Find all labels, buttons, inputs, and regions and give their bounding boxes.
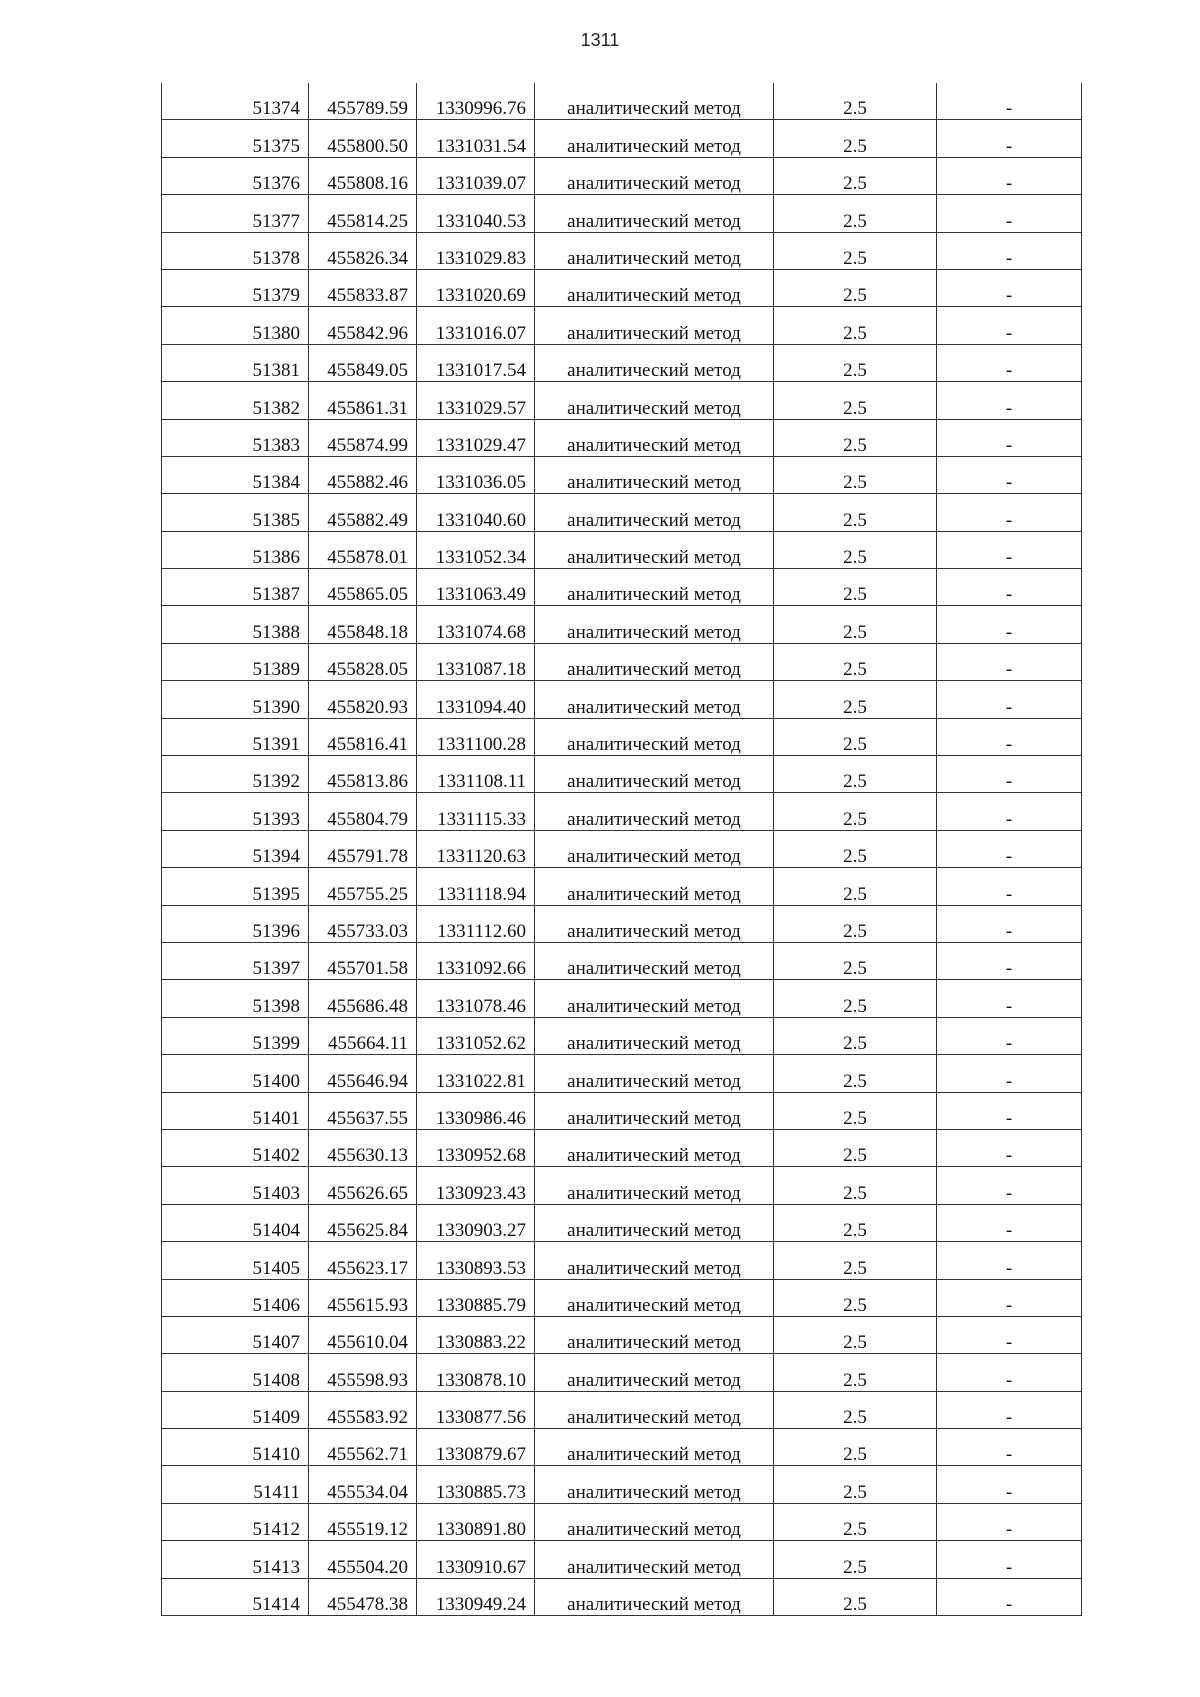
accuracy-cell: 2.5 bbox=[774, 942, 937, 979]
x-coordinate-cell: 455623.17 bbox=[309, 1242, 417, 1279]
x-coordinate-cell: 455637.55 bbox=[309, 1092, 417, 1129]
table-row bbox=[162, 344, 1082, 381]
note-cell: - bbox=[937, 1391, 1082, 1428]
accuracy-cell: 2.5 bbox=[774, 1503, 937, 1540]
point-number-cell: 51397 bbox=[162, 942, 309, 979]
y-coordinate-cell: 1330885.79 bbox=[417, 1279, 535, 1316]
table-row bbox=[162, 1017, 1082, 1054]
point-number-cell: 51395 bbox=[162, 868, 309, 905]
method-cell: аналитический метод bbox=[535, 643, 774, 680]
table-row bbox=[162, 1466, 1082, 1503]
point-number-cell: 51389 bbox=[162, 643, 309, 680]
note-cell: - bbox=[937, 1503, 1082, 1540]
table-row bbox=[162, 307, 1082, 344]
accuracy-cell: 2.5 bbox=[774, 606, 937, 643]
point-number-cell: 51381 bbox=[162, 344, 309, 381]
point-number-cell: 51379 bbox=[162, 269, 309, 306]
note-cell: - bbox=[937, 1204, 1082, 1241]
accuracy-cell: 2.5 bbox=[774, 269, 937, 306]
method-cell: аналитический метод bbox=[535, 195, 774, 232]
point-number-cell: 51374 bbox=[162, 83, 309, 120]
x-coordinate-cell: 455814.25 bbox=[309, 195, 417, 232]
method-cell: аналитический метод bbox=[535, 120, 774, 157]
accuracy-cell: 2.5 bbox=[774, 1167, 937, 1204]
y-coordinate-cell: 1331052.34 bbox=[417, 531, 535, 568]
table-row bbox=[162, 1503, 1082, 1540]
method-cell: аналитический метод bbox=[535, 1391, 774, 1428]
x-coordinate-cell: 455804.79 bbox=[309, 793, 417, 830]
point-number-cell: 51376 bbox=[162, 157, 309, 194]
table-row bbox=[162, 1279, 1082, 1316]
table-row bbox=[162, 1316, 1082, 1353]
accuracy-cell: 2.5 bbox=[774, 1466, 937, 1503]
table-row bbox=[162, 456, 1082, 493]
note-cell: - bbox=[937, 1167, 1082, 1204]
point-number-cell: 51387 bbox=[162, 569, 309, 606]
y-coordinate-cell: 1331052.62 bbox=[417, 1017, 535, 1054]
method-cell: аналитический метод bbox=[535, 793, 774, 830]
x-coordinate-cell: 455861.31 bbox=[309, 382, 417, 419]
note-cell: - bbox=[937, 1242, 1082, 1279]
table-row bbox=[162, 232, 1082, 269]
table-row bbox=[162, 1242, 1082, 1279]
point-number-cell: 51399 bbox=[162, 1017, 309, 1054]
method-cell: аналитический метод bbox=[535, 1242, 774, 1279]
table-row bbox=[162, 569, 1082, 606]
point-number-cell: 51411 bbox=[162, 1466, 309, 1503]
y-coordinate-cell: 1331029.47 bbox=[417, 419, 535, 456]
table-row bbox=[162, 793, 1082, 830]
y-coordinate-cell: 1331029.83 bbox=[417, 232, 535, 269]
note-cell: - bbox=[937, 120, 1082, 157]
table-row bbox=[162, 494, 1082, 531]
table-row bbox=[162, 1429, 1082, 1466]
method-cell: аналитический метод bbox=[535, 1167, 774, 1204]
method-cell: аналитический метод bbox=[535, 718, 774, 755]
y-coordinate-cell: 1331108.11 bbox=[417, 756, 535, 793]
note-cell: - bbox=[937, 643, 1082, 680]
method-cell: аналитический метод bbox=[535, 681, 774, 718]
y-coordinate-cell: 1331022.81 bbox=[417, 1055, 535, 1092]
accuracy-cell: 2.5 bbox=[774, 1092, 937, 1129]
table-row bbox=[162, 531, 1082, 568]
point-number-cell: 51396 bbox=[162, 905, 309, 942]
y-coordinate-cell: 1330891.80 bbox=[417, 1503, 535, 1540]
accuracy-cell: 2.5 bbox=[774, 419, 937, 456]
note-cell: - bbox=[937, 531, 1082, 568]
table-row bbox=[162, 1167, 1082, 1204]
y-coordinate-cell: 1331100.28 bbox=[417, 718, 535, 755]
table-row bbox=[162, 195, 1082, 232]
y-coordinate-cell: 1330885.73 bbox=[417, 1466, 535, 1503]
y-coordinate-cell: 1331112.60 bbox=[417, 905, 535, 942]
x-coordinate-cell: 455789.59 bbox=[309, 83, 417, 120]
x-coordinate-cell: 455478.38 bbox=[309, 1578, 417, 1615]
point-number-cell: 51407 bbox=[162, 1316, 309, 1353]
table-row bbox=[162, 905, 1082, 942]
table-row bbox=[162, 269, 1082, 306]
x-coordinate-cell: 455701.58 bbox=[309, 942, 417, 979]
x-coordinate-cell: 455882.46 bbox=[309, 456, 417, 493]
method-cell: аналитический метод bbox=[535, 1503, 774, 1540]
method-cell: аналитический метод bbox=[535, 756, 774, 793]
point-number-cell: 51413 bbox=[162, 1541, 309, 1578]
point-number-cell: 51385 bbox=[162, 494, 309, 531]
y-coordinate-cell: 1331040.53 bbox=[417, 195, 535, 232]
accuracy-cell: 2.5 bbox=[774, 681, 937, 718]
point-number-cell: 51383 bbox=[162, 419, 309, 456]
note-cell: - bbox=[937, 83, 1082, 120]
x-coordinate-cell: 455630.13 bbox=[309, 1129, 417, 1166]
note-cell: - bbox=[937, 419, 1082, 456]
x-coordinate-cell: 455878.01 bbox=[309, 531, 417, 568]
accuracy-cell: 2.5 bbox=[774, 1055, 937, 1092]
point-number-cell: 51408 bbox=[162, 1354, 309, 1391]
point-number-cell: 51390 bbox=[162, 681, 309, 718]
note-cell: - bbox=[937, 868, 1082, 905]
accuracy-cell: 2.5 bbox=[774, 83, 937, 120]
y-coordinate-cell: 1331029.57 bbox=[417, 382, 535, 419]
method-cell: аналитический метод bbox=[535, 456, 774, 493]
table-row bbox=[162, 382, 1082, 419]
note-cell: - bbox=[937, 1429, 1082, 1466]
table-row bbox=[162, 756, 1082, 793]
accuracy-cell: 2.5 bbox=[774, 1017, 937, 1054]
table-row bbox=[162, 681, 1082, 718]
method-cell: аналитический метод bbox=[535, 1279, 774, 1316]
accuracy-cell: 2.5 bbox=[774, 1354, 937, 1391]
x-coordinate-cell: 455615.93 bbox=[309, 1279, 417, 1316]
note-cell: - bbox=[937, 456, 1082, 493]
accuracy-cell: 2.5 bbox=[774, 1391, 937, 1428]
accuracy-cell: 2.5 bbox=[774, 307, 937, 344]
method-cell: аналитический метод bbox=[535, 1466, 774, 1503]
accuracy-cell: 2.5 bbox=[774, 494, 937, 531]
table-row bbox=[162, 868, 1082, 905]
table-row bbox=[162, 1541, 1082, 1578]
method-cell: аналитический метод bbox=[535, 382, 774, 419]
method-cell: аналитический метод bbox=[535, 980, 774, 1017]
table-row bbox=[162, 157, 1082, 194]
accuracy-cell: 2.5 bbox=[774, 643, 937, 680]
x-coordinate-cell: 455882.49 bbox=[309, 494, 417, 531]
y-coordinate-cell: 1330986.46 bbox=[417, 1092, 535, 1129]
accuracy-cell: 2.5 bbox=[774, 232, 937, 269]
point-number-cell: 51414 bbox=[162, 1578, 309, 1615]
accuracy-cell: 2.5 bbox=[774, 905, 937, 942]
x-coordinate-cell: 455828.05 bbox=[309, 643, 417, 680]
point-number-cell: 51386 bbox=[162, 531, 309, 568]
point-number-cell: 51400 bbox=[162, 1055, 309, 1092]
method-cell: аналитический метод bbox=[535, 1129, 774, 1166]
note-cell: - bbox=[937, 942, 1082, 979]
accuracy-cell: 2.5 bbox=[774, 382, 937, 419]
table-row bbox=[162, 718, 1082, 755]
note-cell: - bbox=[937, 905, 1082, 942]
accuracy-cell: 2.5 bbox=[774, 756, 937, 793]
y-coordinate-cell: 1331017.54 bbox=[417, 344, 535, 381]
method-cell: аналитический метод bbox=[535, 269, 774, 306]
method-cell: аналитический метод bbox=[535, 606, 774, 643]
point-number-cell: 51410 bbox=[162, 1429, 309, 1466]
x-coordinate-cell: 455686.48 bbox=[309, 980, 417, 1017]
x-coordinate-cell: 455664.11 bbox=[309, 1017, 417, 1054]
note-cell: - bbox=[937, 830, 1082, 867]
y-coordinate-cell: 1330996.76 bbox=[417, 83, 535, 120]
method-cell: аналитический метод bbox=[535, 1316, 774, 1353]
note-cell: - bbox=[937, 681, 1082, 718]
y-coordinate-cell: 1331078.46 bbox=[417, 980, 535, 1017]
x-coordinate-cell: 455504.20 bbox=[309, 1541, 417, 1578]
y-coordinate-cell: 1331016.07 bbox=[417, 307, 535, 344]
method-cell: аналитический метод bbox=[535, 531, 774, 568]
note-cell: - bbox=[937, 344, 1082, 381]
table-row bbox=[162, 1354, 1082, 1391]
table-row bbox=[162, 83, 1082, 120]
accuracy-cell: 2.5 bbox=[774, 569, 937, 606]
method-cell: аналитический метод bbox=[535, 1578, 774, 1615]
method-cell: аналитический метод bbox=[535, 1354, 774, 1391]
point-number-cell: 51378 bbox=[162, 232, 309, 269]
y-coordinate-cell: 1330883.22 bbox=[417, 1316, 535, 1353]
point-number-cell: 51382 bbox=[162, 382, 309, 419]
table-row bbox=[162, 980, 1082, 1017]
accuracy-cell: 2.5 bbox=[774, 531, 937, 568]
method-cell: аналитический метод bbox=[535, 344, 774, 381]
x-coordinate-cell: 455816.41 bbox=[309, 718, 417, 755]
y-coordinate-cell: 1331115.33 bbox=[417, 793, 535, 830]
y-coordinate-cell: 1331074.68 bbox=[417, 606, 535, 643]
y-coordinate-cell: 1330903.27 bbox=[417, 1204, 535, 1241]
note-cell: - bbox=[937, 307, 1082, 344]
point-number-cell: 51393 bbox=[162, 793, 309, 830]
table-row bbox=[162, 643, 1082, 680]
x-coordinate-cell: 455842.96 bbox=[309, 307, 417, 344]
note-cell: - bbox=[937, 157, 1082, 194]
note-cell: - bbox=[937, 1055, 1082, 1092]
note-cell: - bbox=[937, 569, 1082, 606]
accuracy-cell: 2.5 bbox=[774, 195, 937, 232]
y-coordinate-cell: 1330923.43 bbox=[417, 1167, 535, 1204]
x-coordinate-cell: 455865.05 bbox=[309, 569, 417, 606]
note-cell: - bbox=[937, 232, 1082, 269]
note-cell: - bbox=[937, 1541, 1082, 1578]
y-coordinate-cell: 1331092.66 bbox=[417, 942, 535, 979]
method-cell: аналитический метод bbox=[535, 1541, 774, 1578]
y-coordinate-cell: 1331036.05 bbox=[417, 456, 535, 493]
y-coordinate-cell: 1330879.67 bbox=[417, 1429, 535, 1466]
point-number-cell: 51394 bbox=[162, 830, 309, 867]
point-number-cell: 51388 bbox=[162, 606, 309, 643]
x-coordinate-cell: 455598.93 bbox=[309, 1354, 417, 1391]
x-coordinate-cell: 455813.86 bbox=[309, 756, 417, 793]
x-coordinate-cell: 455625.84 bbox=[309, 1204, 417, 1241]
x-coordinate-cell: 455583.92 bbox=[309, 1391, 417, 1428]
accuracy-cell: 2.5 bbox=[774, 1242, 937, 1279]
table-row bbox=[162, 1391, 1082, 1428]
point-number-cell: 51392 bbox=[162, 756, 309, 793]
table-row bbox=[162, 942, 1082, 979]
accuracy-cell: 2.5 bbox=[774, 1429, 937, 1466]
table-row bbox=[162, 830, 1082, 867]
table-body bbox=[162, 83, 1082, 1616]
accuracy-cell: 2.5 bbox=[774, 1578, 937, 1615]
accuracy-cell: 2.5 bbox=[774, 868, 937, 905]
accuracy-cell: 2.5 bbox=[774, 830, 937, 867]
x-coordinate-cell: 455808.16 bbox=[309, 157, 417, 194]
x-coordinate-cell: 455519.12 bbox=[309, 1503, 417, 1540]
y-coordinate-cell: 1330877.56 bbox=[417, 1391, 535, 1428]
x-coordinate-cell: 455874.99 bbox=[309, 419, 417, 456]
coordinates-table bbox=[161, 83, 1082, 1616]
accuracy-cell: 2.5 bbox=[774, 1541, 937, 1578]
method-cell: аналитический метод bbox=[535, 419, 774, 456]
method-cell: аналитический метод bbox=[535, 1429, 774, 1466]
y-coordinate-cell: 1330952.68 bbox=[417, 1129, 535, 1166]
point-number-cell: 51402 bbox=[162, 1129, 309, 1166]
point-number-cell: 51398 bbox=[162, 980, 309, 1017]
method-cell: аналитический метод bbox=[535, 83, 774, 120]
y-coordinate-cell: 1331031.54 bbox=[417, 120, 535, 157]
note-cell: - bbox=[937, 1316, 1082, 1353]
note-cell: - bbox=[937, 1017, 1082, 1054]
table-row bbox=[162, 1204, 1082, 1241]
note-cell: - bbox=[937, 756, 1082, 793]
y-coordinate-cell: 1331063.49 bbox=[417, 569, 535, 606]
table-row bbox=[162, 120, 1082, 157]
method-cell: аналитический метод bbox=[535, 307, 774, 344]
note-cell: - bbox=[937, 1092, 1082, 1129]
table-row bbox=[162, 1129, 1082, 1166]
accuracy-cell: 2.5 bbox=[774, 120, 937, 157]
y-coordinate-cell: 1330910.67 bbox=[417, 1541, 535, 1578]
point-number-cell: 51377 bbox=[162, 195, 309, 232]
method-cell: аналитический метод bbox=[535, 868, 774, 905]
method-cell: аналитический метод bbox=[535, 1055, 774, 1092]
accuracy-cell: 2.5 bbox=[774, 157, 937, 194]
note-cell: - bbox=[937, 1578, 1082, 1615]
note-cell: - bbox=[937, 606, 1082, 643]
x-coordinate-cell: 455755.25 bbox=[309, 868, 417, 905]
x-coordinate-cell: 455733.03 bbox=[309, 905, 417, 942]
point-number-cell: 51403 bbox=[162, 1167, 309, 1204]
accuracy-cell: 2.5 bbox=[774, 1129, 937, 1166]
y-coordinate-cell: 1331040.60 bbox=[417, 494, 535, 531]
x-coordinate-cell: 455610.04 bbox=[309, 1316, 417, 1353]
method-cell: аналитический метод bbox=[535, 1092, 774, 1129]
accuracy-cell: 2.5 bbox=[774, 456, 937, 493]
note-cell: - bbox=[937, 269, 1082, 306]
x-coordinate-cell: 455626.65 bbox=[309, 1167, 417, 1204]
x-coordinate-cell: 455833.87 bbox=[309, 269, 417, 306]
point-number-cell: 51401 bbox=[162, 1092, 309, 1129]
y-coordinate-cell: 1331039.07 bbox=[417, 157, 535, 194]
method-cell: аналитический метод bbox=[535, 1204, 774, 1241]
table-row bbox=[162, 1092, 1082, 1129]
point-number-cell: 51409 bbox=[162, 1391, 309, 1428]
point-number-cell: 51406 bbox=[162, 1279, 309, 1316]
accuracy-cell: 2.5 bbox=[774, 344, 937, 381]
method-cell: аналитический метод bbox=[535, 1017, 774, 1054]
point-number-cell: 51384 bbox=[162, 456, 309, 493]
y-coordinate-cell: 1331120.63 bbox=[417, 830, 535, 867]
x-coordinate-cell: 455848.18 bbox=[309, 606, 417, 643]
note-cell: - bbox=[937, 1354, 1082, 1391]
y-coordinate-cell: 1331094.40 bbox=[417, 681, 535, 718]
method-cell: аналитический метод bbox=[535, 905, 774, 942]
x-coordinate-cell: 455820.93 bbox=[309, 681, 417, 718]
note-cell: - bbox=[937, 718, 1082, 755]
method-cell: аналитический метод bbox=[535, 232, 774, 269]
table-row bbox=[162, 419, 1082, 456]
note-cell: - bbox=[937, 195, 1082, 232]
y-coordinate-cell: 1331087.18 bbox=[417, 643, 535, 680]
point-number-cell: 51404 bbox=[162, 1204, 309, 1241]
table-row bbox=[162, 1055, 1082, 1092]
point-number-cell: 51375 bbox=[162, 120, 309, 157]
accuracy-cell: 2.5 bbox=[774, 793, 937, 830]
point-number-cell: 51412 bbox=[162, 1503, 309, 1540]
method-cell: аналитический метод bbox=[535, 569, 774, 606]
table-row bbox=[162, 606, 1082, 643]
x-coordinate-cell: 455791.78 bbox=[309, 830, 417, 867]
x-coordinate-cell: 455534.04 bbox=[309, 1466, 417, 1503]
method-cell: аналитический метод bbox=[535, 942, 774, 979]
note-cell: - bbox=[937, 494, 1082, 531]
point-number-cell: 51391 bbox=[162, 718, 309, 755]
note-cell: - bbox=[937, 1129, 1082, 1166]
method-cell: аналитический метод bbox=[535, 494, 774, 531]
x-coordinate-cell: 455562.71 bbox=[309, 1429, 417, 1466]
y-coordinate-cell: 1330949.24 bbox=[417, 1578, 535, 1615]
point-number-cell: 51380 bbox=[162, 307, 309, 344]
method-cell: аналитический метод bbox=[535, 157, 774, 194]
y-coordinate-cell: 1330893.53 bbox=[417, 1242, 535, 1279]
note-cell: - bbox=[937, 1466, 1082, 1503]
method-cell: аналитический метод bbox=[535, 830, 774, 867]
point-number-cell: 51405 bbox=[162, 1242, 309, 1279]
note-cell: - bbox=[937, 980, 1082, 1017]
x-coordinate-cell: 455849.05 bbox=[309, 344, 417, 381]
accuracy-cell: 2.5 bbox=[774, 980, 937, 1017]
accuracy-cell: 2.5 bbox=[774, 1279, 937, 1316]
accuracy-cell: 2.5 bbox=[774, 1204, 937, 1241]
y-coordinate-cell: 1331020.69 bbox=[417, 269, 535, 306]
y-coordinate-cell: 1331118.94 bbox=[417, 868, 535, 905]
x-coordinate-cell: 455646.94 bbox=[309, 1055, 417, 1092]
table-row bbox=[162, 1578, 1082, 1615]
page-number: 1311 bbox=[580, 30, 620, 50]
note-cell: - bbox=[937, 1279, 1082, 1316]
x-coordinate-cell: 455800.50 bbox=[309, 120, 417, 157]
x-coordinate-cell: 455826.34 bbox=[309, 232, 417, 269]
accuracy-cell: 2.5 bbox=[774, 718, 937, 755]
note-cell: - bbox=[937, 382, 1082, 419]
y-coordinate-cell: 1330878.10 bbox=[417, 1354, 535, 1391]
note-cell: - bbox=[937, 793, 1082, 830]
accuracy-cell: 2.5 bbox=[774, 1316, 937, 1353]
